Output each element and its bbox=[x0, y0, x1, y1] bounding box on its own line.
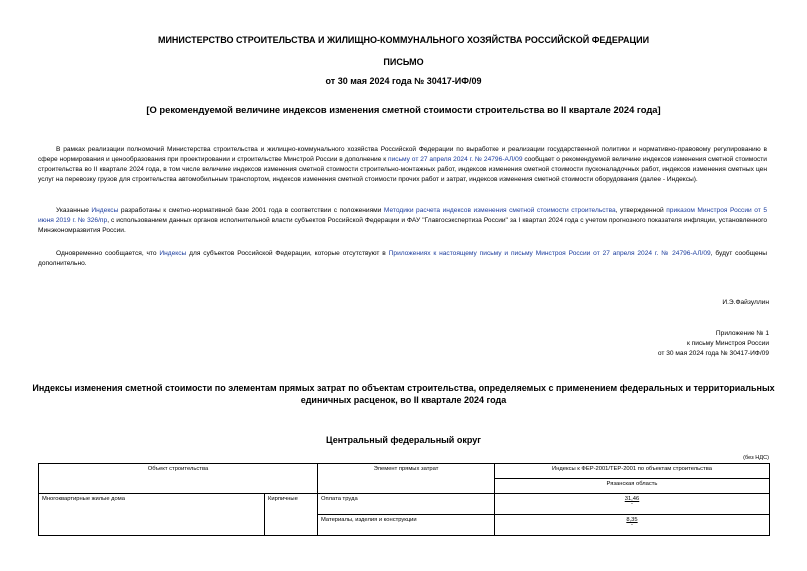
index-cell bbox=[495, 515, 770, 536]
paragraph-2 bbox=[38, 206, 767, 236]
vat-note: (без НДС) bbox=[743, 455, 769, 461]
element-cell: Оплата труда bbox=[318, 494, 495, 515]
annex-number: Приложение № 1 bbox=[715, 330, 769, 337]
index-dash: - bbox=[631, 522, 633, 528]
index-dash: - bbox=[631, 501, 633, 507]
paragraph-1-text-b: сообщает о рекомендуемой величине индексов изменения сметной стоимости строительства во II квартале 2024 года, в том числе величине индексов изменения сметной стоимости строительно-монтажных работ, индексов изменения сметной стоимости пусконаладочных работ, индексов изменения сметных цен услуг на перевозку грузов для строительства автомобильным транспортом, индексов изменения сметной стоимости прочих работ и затрат, индексов изменения сметной стоимости оборудования (далее - Индексы). bbox=[38, 156, 767, 183]
ministry-name: МИНИСТЕРСТВО СТРОИТЕЛЬСТВА И ЖИЛИЩНО-КОММУНАЛЬНОГО ХОЗЯЙСТВА РОССИЙСКОЙ ФЕДЕРАЦИИ bbox=[157, 35, 650, 45]
order-link[interactable]: приказом Минстроя России от 5 июня 2019 г. № 326/пр bbox=[38, 207, 767, 224]
indices-table bbox=[38, 463, 770, 536]
table-row bbox=[39, 494, 770, 515]
paragraph-3-text-a: Одновременно сообщается, что bbox=[56, 250, 160, 257]
header-element: Элемент прямых затрат bbox=[318, 464, 495, 494]
element-cell: Материалы, изделия и конструкции bbox=[318, 515, 495, 536]
header-object: Объект строительства bbox=[39, 464, 318, 494]
paragraph-2-text-a: Указанные bbox=[56, 207, 92, 214]
annex-letter-ref: к письму Минстроя России bbox=[686, 340, 769, 347]
paragraph-3-text-c: , будут сообщены дополнительно. bbox=[38, 250, 768, 267]
object-cell: Многоквартирные жилые дома bbox=[39, 494, 265, 536]
district-heading: Центральный федеральный округ bbox=[326, 435, 481, 445]
header-region: Рязанская область bbox=[495, 479, 770, 494]
paragraph-2-text-d: , с использованием данных органов исполнительной власти субъектов Российской Федерации и ФАУ "Главгосэкспертиза России" за I квартал 2024 года с учетом прогнозного показателя инфляции, установленного Минэкономразвития России. bbox=[38, 217, 767, 234]
paragraph-2-text-b: разработаны к сметно-нормативной базе 2001 года в соответствии с положениями bbox=[118, 207, 384, 214]
indices-link[interactable]: Индексы bbox=[91, 207, 119, 214]
document-type: ПИСЬМО bbox=[383, 57, 424, 67]
index-value: 8,35 bbox=[626, 517, 638, 523]
table-header-row bbox=[39, 464, 770, 479]
paragraph-3 bbox=[38, 249, 767, 269]
header-indices: Индексы к ФЕР-2001/ТЕР-2001 по объектам строительства bbox=[495, 464, 770, 479]
letter-link[interactable]: письму от 27 апреля 2024 г. № 24796-АЛ/09 bbox=[388, 156, 523, 163]
document-date-number: от 30 мая 2024 года № 30417-ИФ/09 bbox=[325, 76, 482, 86]
paragraph-3-text-b: для субъектов Российской Федерации, которые отсутствуют в bbox=[186, 250, 389, 257]
paragraph-1-text-a: В рамках реализации полномочий Министерства строительства и жилищно-коммунального хозяйства Российской Федерации по выработке и реализации государственной политики и нормативно-правовому регулированию в сфере нормирования и ценообразования при проектировании и строительстве Минстрой России в дополнение к bbox=[38, 146, 767, 163]
material-cell: Кирпичные bbox=[265, 494, 318, 536]
methodology-link[interactable]: Методики расчета индексов изменения сметной стоимости строительства bbox=[383, 207, 616, 214]
annexes-link[interactable]: Приложениях к настоящему письму и письму Минстроя России от 27 апреля 2024 г. № 24796-АЛ/09 bbox=[388, 250, 711, 257]
index-cell bbox=[495, 494, 770, 515]
index-value: 31,46 bbox=[624, 496, 640, 502]
paragraph-1 bbox=[38, 145, 767, 185]
annex-title: Индексы изменения сметной стоимости по элементам прямых затрат по объектам строительства, определяемых с применением федеральных и территориальных единичных расценок, во II квартале 2024 года bbox=[32, 383, 775, 405]
signatory: И.Э.Файзуллин bbox=[722, 299, 769, 306]
document-subject: [О рекомендуемой величине индексов изменения сметной стоимости строительства во II квартале 2024 года] bbox=[146, 104, 661, 115]
paragraph-2-text-c: , утвержденной bbox=[615, 207, 667, 214]
annex-reference bbox=[658, 329, 769, 359]
annex-date: от 30 мая 2024 года № 30417-ИФ/09 bbox=[657, 350, 769, 357]
indices-link-2[interactable]: Индексы bbox=[159, 250, 187, 257]
